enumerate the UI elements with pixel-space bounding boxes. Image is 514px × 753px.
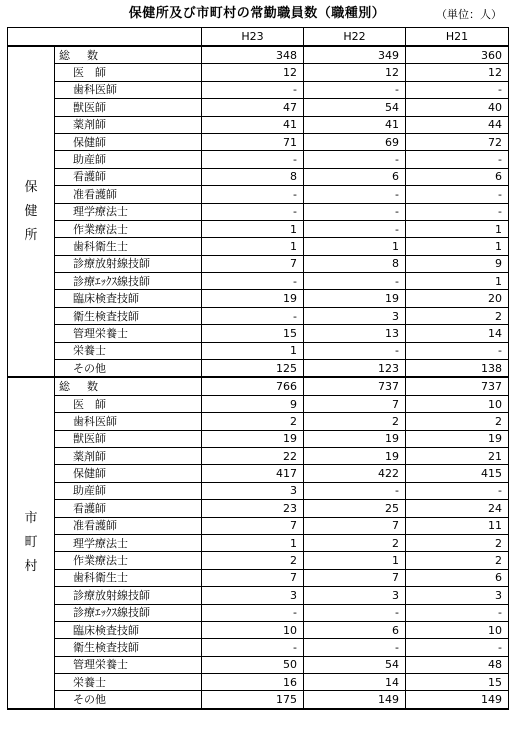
table-row [8, 255, 509, 272]
cell-value: 48 [406, 656, 509, 673]
cell-value: 71 [202, 133, 304, 150]
cell-value: 19 [304, 447, 406, 464]
table-row [8, 290, 509, 307]
cell-value: 6 [406, 168, 509, 185]
group-label-char: 保 [24, 179, 38, 195]
table-row [8, 133, 509, 150]
table-row [8, 168, 509, 185]
job-label: 獣医師 [55, 99, 202, 116]
cell-value: - [202, 151, 304, 168]
job-label: 歯科医師 [55, 81, 202, 98]
cell-value: 14 [406, 325, 509, 342]
table-row [8, 674, 509, 691]
cell-value: 14 [304, 674, 406, 691]
cell-value: 2 [304, 534, 406, 551]
cell-value: 19 [304, 290, 406, 307]
header-row [8, 28, 509, 47]
cell-value: 360 [406, 46, 509, 64]
cell-value: 737 [304, 377, 406, 395]
cell-value: 22 [202, 447, 304, 464]
total-label: 総 数 [55, 377, 202, 395]
table-body [8, 46, 509, 709]
cell-value: 50 [202, 656, 304, 673]
cell-value: 2 [406, 552, 509, 569]
cell-value: 348 [202, 46, 304, 64]
table-row [8, 81, 509, 98]
cell-value: 10 [406, 395, 509, 412]
cell-value: 3 [406, 587, 509, 604]
job-label: 看護師 [55, 500, 202, 517]
cell-value: 1 [202, 534, 304, 551]
job-label: 診療放射線技師 [55, 255, 202, 272]
cell-value: - [304, 482, 406, 499]
col-header-h22: H22 [304, 28, 406, 47]
table-row [8, 517, 509, 534]
job-label: 看護師 [55, 168, 202, 185]
cell-value: 69 [304, 133, 406, 150]
cell-value: - [202, 273, 304, 290]
table-row [8, 482, 509, 499]
table-row [8, 151, 509, 168]
cell-value: 1 [304, 552, 406, 569]
cell-value: - [304, 203, 406, 220]
cell-value: - [304, 342, 406, 359]
cell-value: 10 [406, 621, 509, 638]
job-label: 臨床検査技師 [55, 621, 202, 638]
col-header-h23: H23 [202, 28, 304, 47]
cell-value: - [406, 482, 509, 499]
job-label: 理学療法士 [55, 534, 202, 551]
cell-value: 7 [202, 517, 304, 534]
group-label [8, 377, 55, 708]
table-row [8, 46, 509, 64]
job-label: 診療ｴｯｸｽ線技師 [55, 604, 202, 621]
job-label: 作業療法士 [55, 220, 202, 237]
cell-value: 24 [406, 500, 509, 517]
job-label: 診療放射線技師 [55, 587, 202, 604]
table-row [8, 604, 509, 621]
cell-value: 3 [202, 482, 304, 499]
cell-value: - [202, 307, 304, 324]
cell-value: - [202, 203, 304, 220]
cell-value: - [406, 639, 509, 656]
cell-value: 422 [304, 465, 406, 482]
job-label: 医 師 [55, 64, 202, 81]
cell-value: 9 [406, 255, 509, 272]
cell-value: 149 [304, 691, 406, 709]
cell-value: 1 [406, 273, 509, 290]
cell-value: 1 [202, 238, 304, 255]
cell-value: 7 [304, 517, 406, 534]
job-label: 臨床検査技師 [55, 290, 202, 307]
cell-value: 2 [202, 552, 304, 569]
table-row [8, 413, 509, 430]
table-row [8, 621, 509, 638]
table-row [8, 64, 509, 81]
cell-value: 41 [202, 116, 304, 133]
cell-value: 417 [202, 465, 304, 482]
cell-value: 415 [406, 465, 509, 482]
group-label [8, 46, 55, 377]
job-label: 助産師 [55, 482, 202, 499]
cell-value: 123 [304, 360, 406, 378]
cell-value: 1 [406, 238, 509, 255]
cell-value: - [406, 604, 509, 621]
job-label: その他 [55, 360, 202, 378]
cell-value: 19 [406, 430, 509, 447]
header-blank [8, 28, 202, 47]
cell-value: 40 [406, 99, 509, 116]
cell-value: 6 [304, 621, 406, 638]
cell-value: 2 [406, 534, 509, 551]
table-row [8, 99, 509, 116]
cell-value: 41 [304, 116, 406, 133]
job-label: 管理栄養士 [55, 656, 202, 673]
job-label: 作業療法士 [55, 552, 202, 569]
table-row [8, 691, 509, 709]
cell-value: - [304, 273, 406, 290]
cell-value: 349 [304, 46, 406, 64]
job-label: 歯科衛生士 [55, 238, 202, 255]
cell-value: - [304, 186, 406, 203]
staff-table [7, 27, 509, 710]
job-label: 衛生検査技師 [55, 639, 202, 656]
cell-value: 6 [406, 569, 509, 586]
table-row [8, 587, 509, 604]
cell-value: 3 [304, 307, 406, 324]
cell-value: 7 [202, 569, 304, 586]
cell-value: 149 [406, 691, 509, 709]
cell-value: - [304, 81, 406, 98]
cell-value: 125 [202, 360, 304, 378]
table-row [8, 203, 509, 220]
table-row [8, 360, 509, 378]
cell-value: 25 [304, 500, 406, 517]
cell-value: - [406, 203, 509, 220]
group-label-char: 健 [24, 203, 38, 219]
cell-value: - [406, 81, 509, 98]
cell-value: 20 [406, 290, 509, 307]
group-label-char: 村 [24, 559, 38, 575]
cell-value: - [202, 604, 304, 621]
cell-value: 23 [202, 500, 304, 517]
cell-value: - [406, 342, 509, 359]
job-label: 保健師 [55, 465, 202, 482]
table-row [8, 656, 509, 673]
group-label-char: 市 [24, 511, 38, 527]
table-row [8, 395, 509, 412]
group-label-char: 町 [24, 535, 38, 551]
table-row [8, 220, 509, 237]
job-label: 准看護師 [55, 186, 202, 203]
job-label: 衛生検査技師 [55, 307, 202, 324]
table-row [8, 552, 509, 569]
table-title: 保健所及び市町村の常勤職員数（職種別） [128, 6, 386, 21]
cell-value: 10 [202, 621, 304, 638]
table-row [8, 430, 509, 447]
cell-value: 12 [406, 64, 509, 81]
job-label: 医 師 [55, 395, 202, 412]
job-label: 薬剤師 [55, 447, 202, 464]
table-row [8, 342, 509, 359]
job-label: 准看護師 [55, 517, 202, 534]
cell-value: 1 [202, 342, 304, 359]
table-row [8, 447, 509, 464]
job-label: 栄養士 [55, 674, 202, 691]
unit-label: （単位：人） [436, 8, 502, 21]
table-row [8, 116, 509, 133]
cell-value: 7 [202, 255, 304, 272]
cell-value: 19 [304, 430, 406, 447]
cell-value: 6 [304, 168, 406, 185]
cell-value: 2 [202, 413, 304, 430]
cell-value: - [202, 186, 304, 203]
cell-value: - [304, 639, 406, 656]
job-label: その他 [55, 691, 202, 709]
cell-value: 54 [304, 99, 406, 116]
cell-value: 54 [304, 656, 406, 673]
table-row [8, 273, 509, 290]
table-row [8, 307, 509, 324]
cell-value: 175 [202, 691, 304, 709]
table-row [8, 534, 509, 551]
cell-value: 16 [202, 674, 304, 691]
table-row [8, 465, 509, 482]
cell-value: 15 [202, 325, 304, 342]
group-label-char: 所 [24, 227, 38, 243]
cell-value: 15 [406, 674, 509, 691]
cell-value: 21 [406, 447, 509, 464]
cell-value: 1 [406, 220, 509, 237]
cell-value: 138 [406, 360, 509, 378]
cell-value: 19 [202, 290, 304, 307]
table-row [8, 639, 509, 656]
cell-value: 8 [202, 168, 304, 185]
cell-value: - [202, 639, 304, 656]
cell-value: 8 [304, 255, 406, 272]
job-label: 診療ｴｯｸｽ線技師 [55, 273, 202, 290]
cell-value: 737 [406, 377, 509, 395]
cell-value: 7 [304, 569, 406, 586]
table-row [8, 325, 509, 342]
job-label: 歯科医師 [55, 413, 202, 430]
cell-value: - [304, 604, 406, 621]
cell-value: 7 [304, 395, 406, 412]
cell-value: 2 [406, 307, 509, 324]
table-row [8, 377, 509, 395]
cell-value: - [304, 151, 406, 168]
cell-value: 766 [202, 377, 304, 395]
cell-value: 1 [304, 238, 406, 255]
cell-value: 72 [406, 133, 509, 150]
cell-value: 12 [304, 64, 406, 81]
job-label: 管理栄養士 [55, 325, 202, 342]
job-label: 獣医師 [55, 430, 202, 447]
job-label: 薬剤師 [55, 116, 202, 133]
cell-value: 3 [304, 587, 406, 604]
job-label: 助産師 [55, 151, 202, 168]
cell-value: 47 [202, 99, 304, 116]
cell-value: - [304, 220, 406, 237]
table-row [8, 569, 509, 586]
cell-value: 12 [202, 64, 304, 81]
cell-value: 19 [202, 430, 304, 447]
table-row [8, 186, 509, 203]
cell-value: - [406, 151, 509, 168]
job-label: 理学療法士 [55, 203, 202, 220]
job-label: 保健師 [55, 133, 202, 150]
job-label: 歯科衛生士 [55, 569, 202, 586]
cell-value: 44 [406, 116, 509, 133]
cell-value: - [406, 186, 509, 203]
col-header-h21: H21 [406, 28, 509, 47]
cell-value: 13 [304, 325, 406, 342]
cell-value: 1 [202, 220, 304, 237]
cell-value: 11 [406, 517, 509, 534]
job-label: 栄養士 [55, 342, 202, 359]
cell-value: 9 [202, 395, 304, 412]
cell-value: 2 [304, 413, 406, 430]
cell-value: - [202, 81, 304, 98]
cell-value: 2 [406, 413, 509, 430]
table-row [8, 238, 509, 255]
total-label: 総 数 [55, 46, 202, 64]
table-row [8, 500, 509, 517]
cell-value: 3 [202, 587, 304, 604]
